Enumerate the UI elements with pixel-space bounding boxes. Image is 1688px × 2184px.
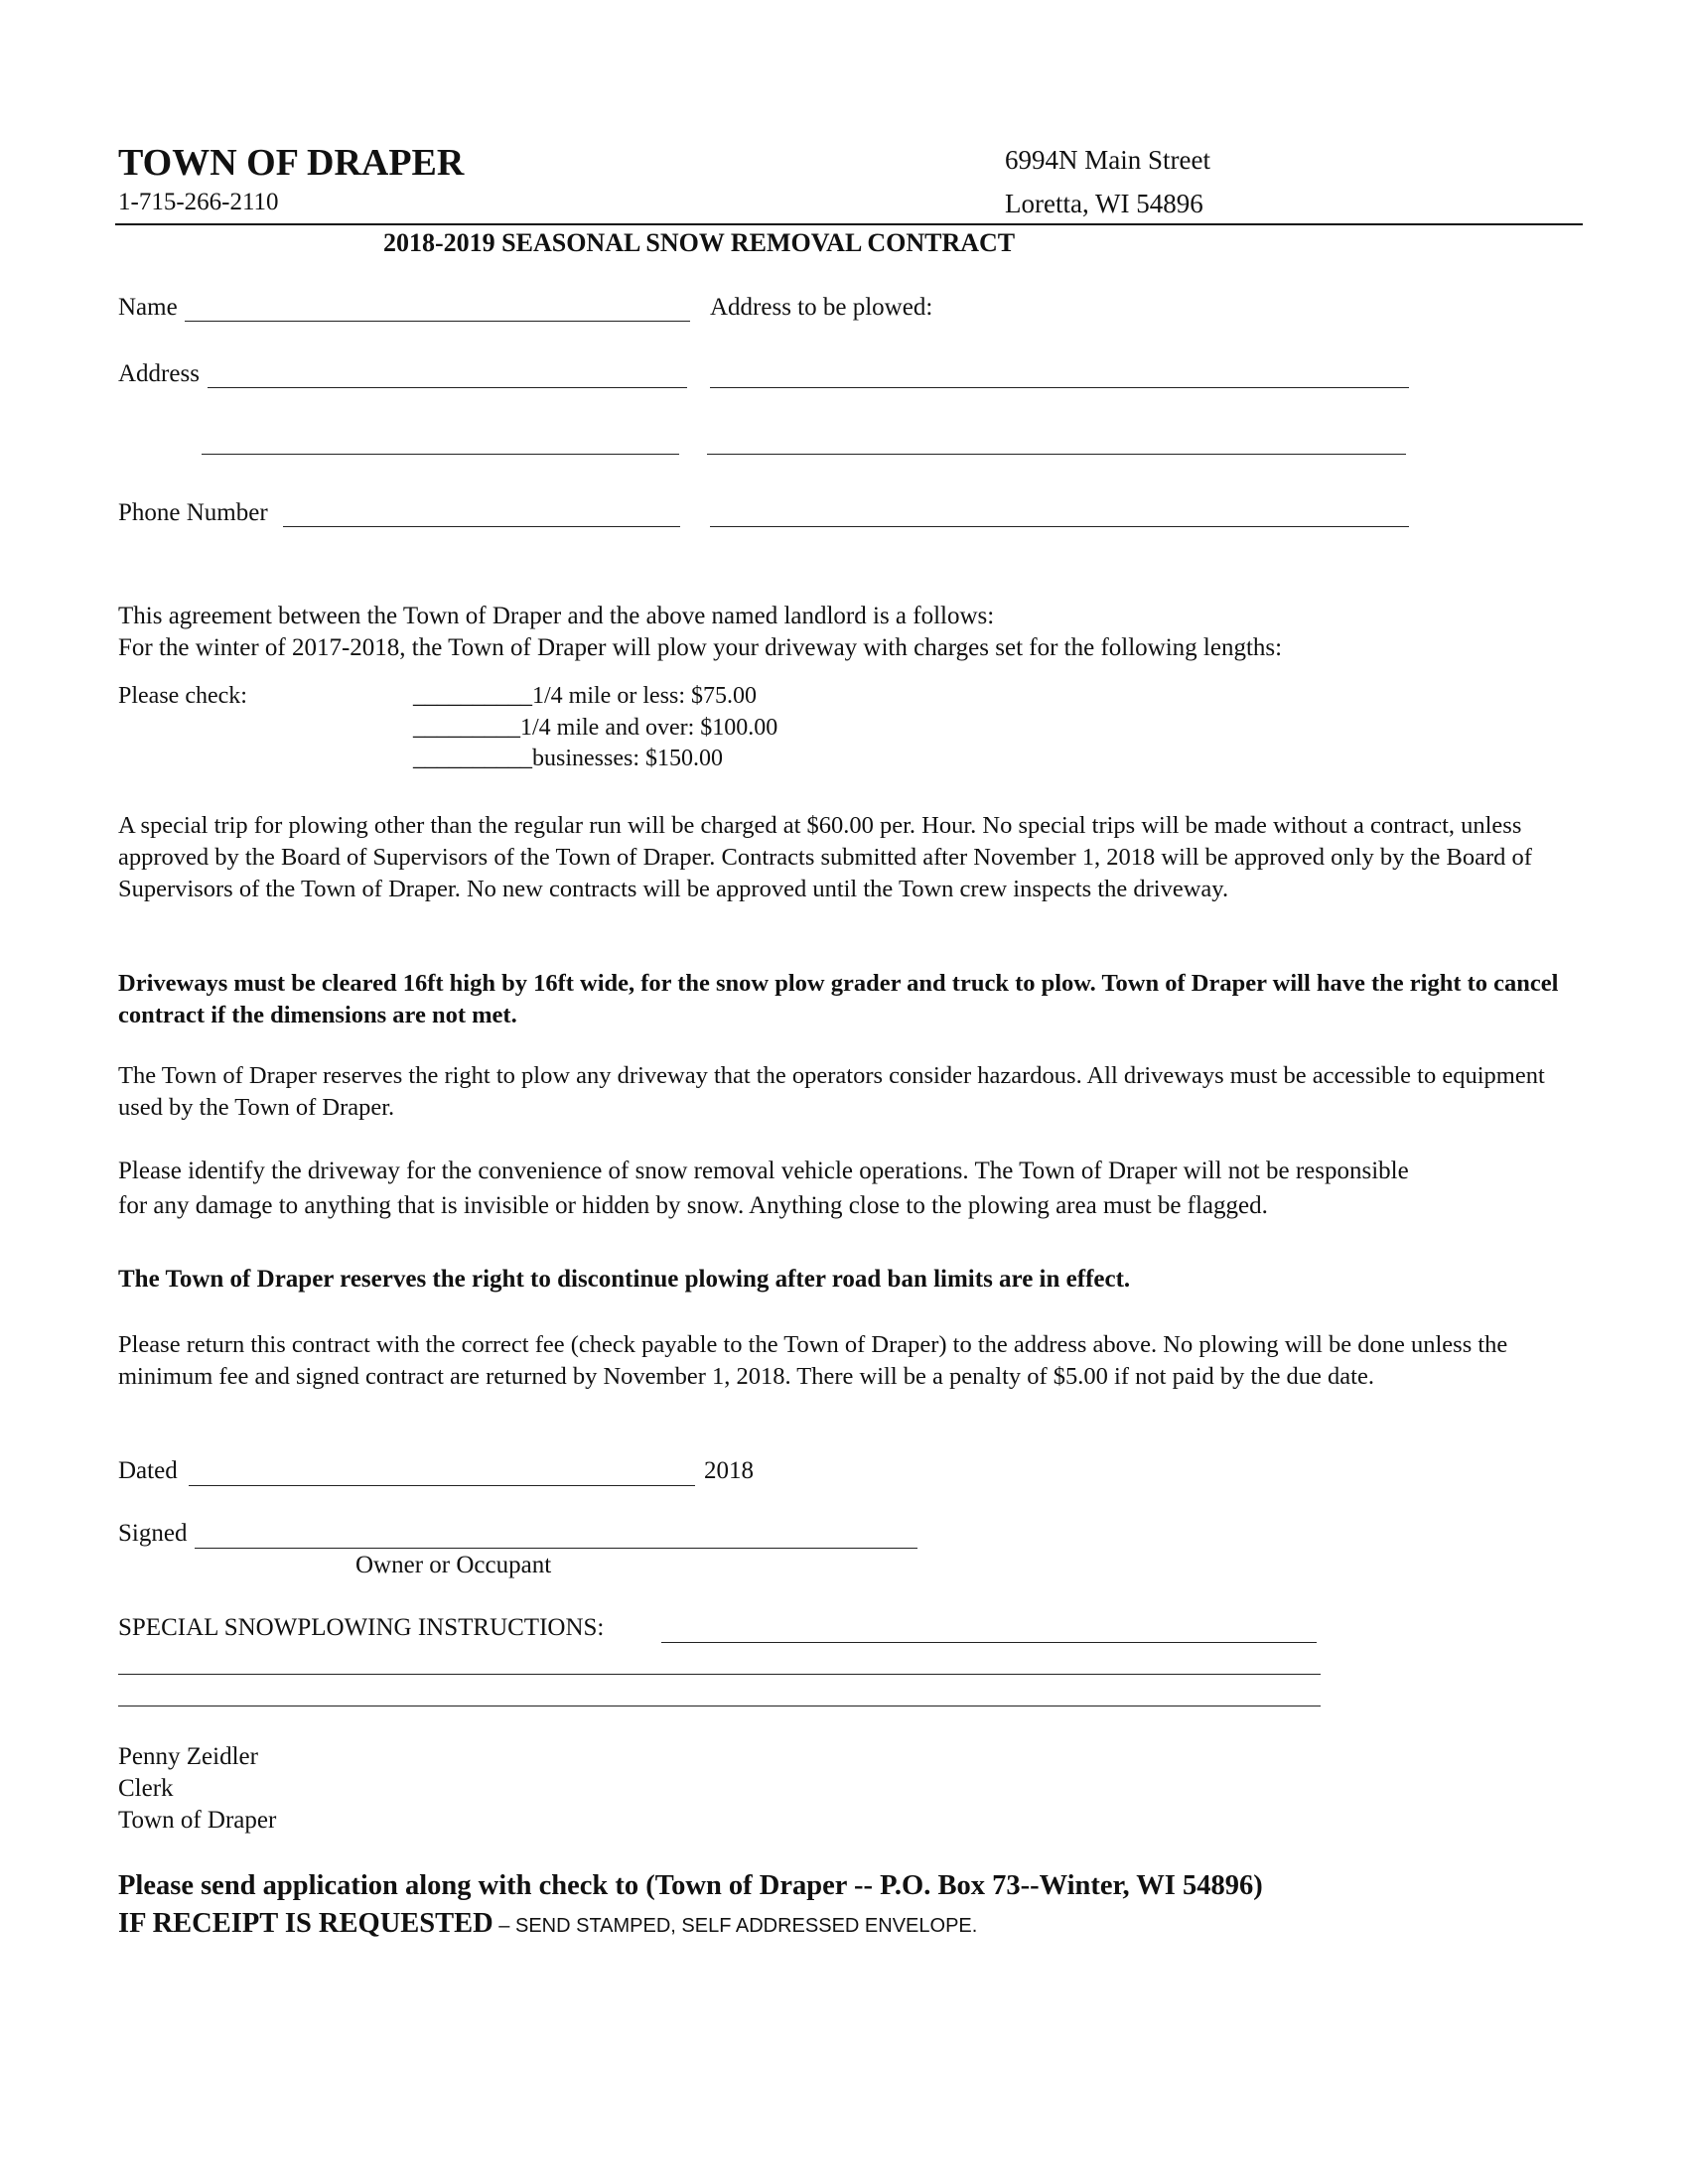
identify-paragraph-line-2: for any damage to anything that is invisible or hidden by snow. Anything close to the plowing area must be flagged. (118, 1192, 1268, 1219)
option-blank: __________ (413, 746, 532, 771)
agreement-line-2: For the winter of 2017-2018, the Town of Draper will plow your driveway with charges set for the following lengths: (118, 634, 1283, 661)
plowed-address-field-line-1[interactable] (710, 387, 1409, 388)
option-label: 1/4 mile or less: $75.00 (532, 683, 757, 709)
address-field-line-1[interactable] (208, 387, 687, 388)
special-instructions-label: SPECIAL SNOWPLOWING INSTRUCTIONS: (118, 1614, 605, 1641)
dated-field[interactable] (189, 1485, 695, 1486)
return-contract-paragraph: Please return this contract with the correct fee (check payable to the Town of Draper) to the address above. No plowing will be done unless the minimum fee and signed contract are returned by November 1, 2018. There will be a penalty of $5.00 if not paid by the due date. (118, 1331, 1508, 1390)
address-field-line-2[interactable] (202, 454, 679, 455)
plowed-address-field-line-2[interactable] (707, 454, 1406, 455)
option-businesses[interactable] (413, 746, 723, 772)
please-check-label: Please check: (118, 683, 247, 709)
city-address: Loretta, WI 54896 (1005, 189, 1203, 218)
street-address: 6994N Main Street (1005, 145, 1210, 175)
clerk-org: Town of Draper (118, 1807, 277, 1834)
owner-or-occupant-label: Owner or Occupant (355, 1552, 552, 1578)
discontinue-paragraph: The Town of Draper reserves the right to discontinue plowing after road ban limits are in effect. (118, 1266, 1131, 1293)
special-instructions-field-line-1[interactable] (661, 1642, 1317, 1643)
identify-paragraph-line-1: Please identify the driveway for the convenience of snow removal vehicle operations. The Town of Draper will not be responsible (118, 1158, 1409, 1184)
option-blank: _________ (413, 715, 520, 741)
plowed-address-field-line-3[interactable] (710, 526, 1409, 527)
special-trip-paragraph: A special trip for plowing other than the regular run will be charged at $60.00 per. Hour. No special trips will be made without a contract, unless approved by the Board of Supervisors of the Town of Draper. Contracts submitted after November 1, 2018 will be approved only by the Board of Supervisors of the Town of Draper. No new contracts will be approved until the Town crew inspects the driveway. (118, 812, 1532, 902)
driveway-dimensions-paragraph: Driveways must be cleared 16ft high by 16ft wide, for the snow plow grader and truck to plow. Town of Draper will have the right to cancel contract if the dimensions are not met. (118, 970, 1559, 1028)
dated-year: 2018 (704, 1457, 754, 1484)
receipt-requested-label: IF RECEIPT IS REQUESTED (118, 1908, 493, 1939)
town-phone: 1-715-266-2110 (118, 189, 279, 215)
signed-label: Signed (118, 1520, 188, 1547)
option-label: businesses: $150.00 (532, 746, 723, 771)
agreement-line-1: This agreement between the Town of Draper and the above named landlord is a follows: (118, 603, 995, 629)
receipt-instructions: – SEND STAMPED, SELF ADDRESSED ENVELOPE. (492, 1915, 978, 1937)
phone-field[interactable] (283, 526, 680, 527)
special-instructions-field-line-2[interactable] (118, 1674, 1321, 1675)
name-field[interactable] (185, 321, 690, 322)
receipt-line (118, 1908, 977, 1940)
send-application-line: Please send application along with check to (Town of Draper -- P.O. Box 73--Winter, WI 54896) (118, 1870, 1263, 1901)
dated-label: Dated (118, 1457, 178, 1484)
phone-label: Phone Number (118, 499, 268, 526)
header-rule (115, 223, 1583, 225)
hazardous-paragraph: The Town of Draper reserves the right to plow any driveway that the operators consider hazardous. All driveways must be accessible to equipment used by the Town of Draper. (118, 1062, 1545, 1121)
option-label: 1/4 mile and over: $100.00 (520, 715, 778, 741)
clerk-name: Penny Zeidler (118, 1743, 258, 1770)
option-quarter-mile-and-over[interactable] (413, 715, 777, 742)
signature-field[interactable] (195, 1548, 917, 1549)
option-blank: __________ (413, 683, 532, 709)
name-label: Name (118, 294, 178, 321)
address-label: Address (118, 360, 200, 387)
option-quarter-mile-or-less[interactable] (413, 683, 757, 710)
town-name: TOWN OF DRAPER (118, 142, 465, 184)
address-to-be-plowed-label: Address to be plowed: (710, 294, 933, 321)
clerk-title: Clerk (118, 1775, 174, 1802)
contract-title: 2018-2019 SEASONAL SNOW REMOVAL CONTRACT (383, 228, 1016, 257)
